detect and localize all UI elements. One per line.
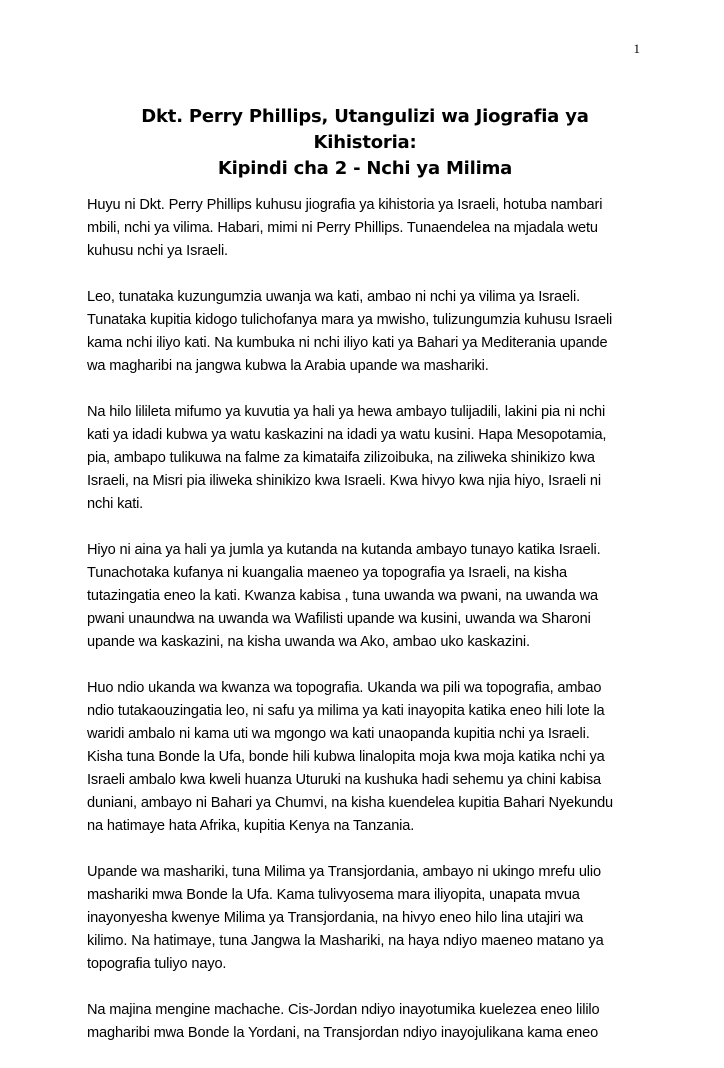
text-line: inayonyesha kwenye Milima ya Transjordania, na hivyo eneo hilo lina utajiri wa [87,910,584,926]
text-line: Na hilo lilileta mifumo ya kuvutia ya hali ya hewa ambayo tulijadili, lakini pia ni nchi [87,404,606,420]
paragraph-4 [87,539,647,654]
text-line: tutazingatia eneo la kati. Kwanza kabisa , tuna uwanda wa pwani, na uwanda wa [87,588,598,604]
text-line: nchi kati. [87,496,144,512]
text-line: Huyu ni Dkt. Perry Phillips kuhusu jiografia ya kihistoria ya Israeli, hotuba nambari [87,197,603,213]
text-line: pwani unaundwa na uwanda wa Wafilisti upande wa kusini, uwanda wa Sharoni [87,611,591,627]
text-line: Tunachotaka kufanya ni kuangalia maeneo ya topografia ya Israeli, na kisha [87,565,567,581]
text-line: Upande wa mashariki, tuna Milima ya Transjordania, ambayo ni ukingo mrefu ulio [87,864,601,880]
paragraph-2 [87,286,647,378]
text-line: kuhusu nchi ya Israeli. [87,243,228,259]
text-line: mashariki mwa Bonde la Ufa. Kama tulivyosema mara iliyopita, unapata mvua [87,887,580,903]
text-line: kama nchi iliyo kati. Na kumbuka ni nchi iliyo kati ya Bahari ya Mediterania upande [87,335,608,351]
paragraph-6 [87,861,647,976]
text-line: Leo, tunataka kuzungumzia uwanja wa kati, ambao ni nchi ya vilima ya Israeli. [87,289,581,305]
text-line: topografia tuliyo nayo. [87,956,227,972]
paragraph-1 [87,194,647,263]
paragraph-3 [87,401,647,516]
page-number: 1 [633,41,640,56]
text-line: mbili, nchi ya vilima. Habari, mimi ni Perry Phillips. Tunaendelea na mjadala wetu [87,220,598,236]
text-line: duniani, ambayo ni Bahari ya Chumvi, na kisha kuendelea kupitia Bahari Nyekundu [87,795,614,811]
text-line: na hatimaye hata Afrika, kupitia Kenya na Tanzania. [87,818,415,834]
title-line: Kipindi cha 2 - Nchi ya Milima [217,158,513,179]
text-line: kilimo. Na hatimaye, tuna Jangwa la Mashariki, na haya ndiyo maeneo matano ya [87,933,604,949]
document-body [87,194,647,1068]
text-line: waridi ambalo ni kama uti wa mgongo wa kati unaopanda kupitia nchi ya Israeli. [87,726,590,742]
text-line: upande wa kaskazini, na kisha uwanda wa Ako, ambao uko kaskazini. [87,634,530,650]
document-title [90,104,640,182]
text-line: Hiyo ni aina ya hali ya jumla ya kutanda na kutanda ambayo tunayo katika Israeli. [87,542,601,558]
text-line: magharibi mwa Bonde la Yordani, na Transjordan ndiyo inayojulikana kama eneo [87,1025,599,1041]
text-line: Na majina mengine machache. Cis-Jordan ndiyo inayotumika kuelezea eneo lililo [87,1002,600,1018]
text-line: Israeli ambalo kwa kweli huanza Uturuki na kushuka hadi sehemu ya chini kabisa [87,772,601,788]
text-line: Israeli, na Misri pia iliweka shinikizo kwa Israeli. Kwa hivyo kwa njia hiyo, Israeli ni [87,473,601,489]
title-line: Kihistoria: [313,132,417,153]
text-line: Tunataka kupitia kidogo tulichofanya mara ya mwisho, tulizungumzia kuhusu Israeli [87,312,613,328]
paragraph-5 [87,677,647,838]
paragraph-7 [87,999,647,1045]
text-line: ndio tutakaouzingatia leo, ni safu ya milima ya kati inayopita katika eneo hili lote la [87,703,605,719]
text-line: kati ya idadi kubwa ya watu kaskazini na idadi ya watu kusini. Hapa Mesopotamia, [87,427,607,443]
text-line: Huo ndio ukanda wa kwanza wa topografia. Ukanda wa pili wa topografia, ambao [87,680,602,696]
title-line: Dkt. Perry Phillips, Utangulizi wa Jiografia ya [141,106,589,127]
text-line: wa magharibi na jangwa kubwa la Arabia upande wa mashariki. [87,358,489,374]
text-line: pia, ambapo tulikuwa na falme za kimataifa zilizoibuka, na ziliweka shinikizo kwa [87,450,595,466]
text-line: Kisha tuna Bonde la Ufa, bonde hili kubwa linalopita moja kwa moja katika nchi ya [87,749,605,765]
